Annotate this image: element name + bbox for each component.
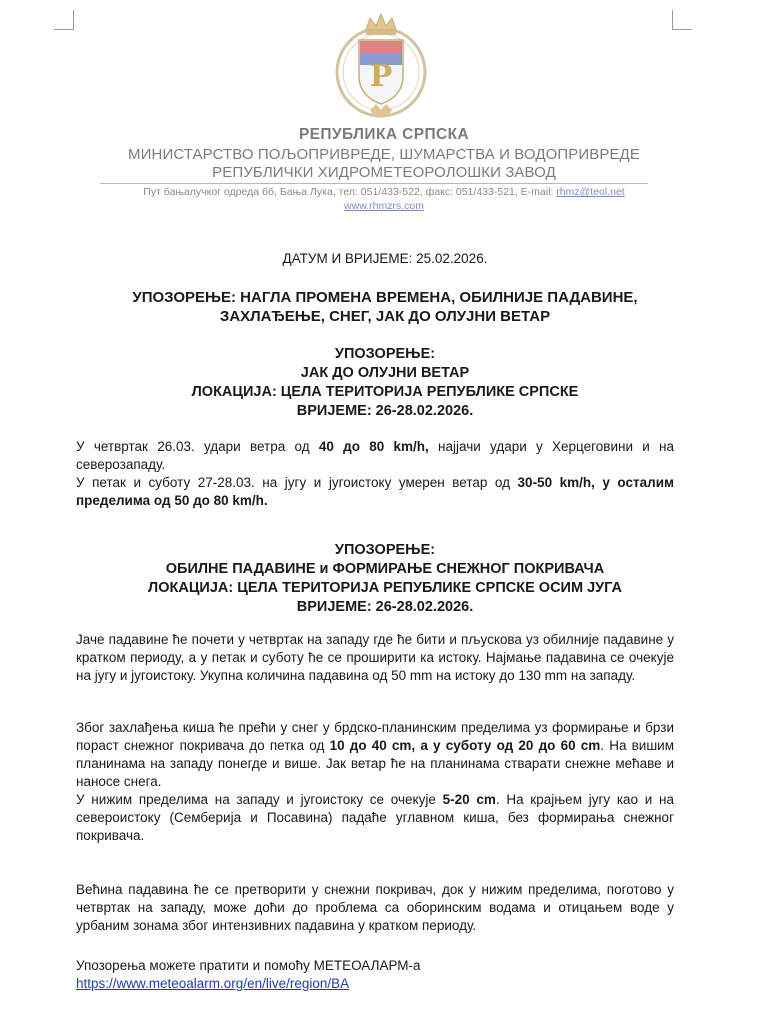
snow-warning-label: УПОЗОРЕЊЕ: (334, 542, 436, 558)
snow-text-part: У нижим пределима на западу и југоистоку се очекује (76, 792, 443, 807)
header-institute: РЕПУБЛИЧКИ ХИДРОМЕТЕОРОЛОШКИ ЗАВОД (212, 164, 556, 181)
date-line: ДАТУМ И ВРИЈЕМЕ: 25.02.2026. (282, 251, 488, 266)
warning-title-line: ЗАХЛАЂЕЊЕ, СНЕГ, ЈАК ДО ОЛУЈНИ ВЕТАР (219, 308, 551, 325)
snow-text-part: . На вишим планинама на западу понегде и више. Јак ветар ће на планинама стварати снежне мећаве и наносе снега. (76, 738, 674, 789)
wind-text-part: У петак и суботу 27-28.03. на југу и југоистоку умерен ветар од (76, 475, 518, 490)
snow-cover-text (76, 719, 674, 845)
footer-text: Упозорења можете пратити и помоћу МЕТЕОАЛАРМ-а (76, 958, 421, 973)
closing-text: Већина падавина ће се претворити у снежни покривач, док у нижим пределима, поготово у четвртак на западу, може доћи до проблема са оборинским водама и отицањем воде у урбаним зонама због интензивних падавина у кратком периоду. (76, 882, 674, 933)
header-divider (100, 183, 648, 184)
snow-warning-time: ВРИЈЕМЕ: 26-28.02.2026. (296, 599, 474, 615)
header-email-link[interactable]: rhmz@teol.net (556, 186, 625, 198)
header-website-link[interactable]: www.rhmzrs.com (344, 200, 424, 212)
page-corner-mark-right (672, 10, 692, 30)
snow-warning-type: ОБИЛНЕ ПАДАВИНЕ и ФОРМИРАЊЕ СНЕЖНОГ ПОКРИВАЧА (165, 561, 605, 577)
wind-warning-label: УПОЗОРЕЊЕ: (334, 346, 436, 362)
precipitation-text: Јаче падавине ће почети у четвртак на западу где ће бити и пљускова уз обилније падавине у кратком периоду, а у петак и суботу ће се проширити ка истоку. Најмање падавина се очекује на југу и југоистоку. Укупна количина падавина од 50 mm на истоку до 130 mm на западу. (76, 632, 674, 683)
wind-warning-heading (70, 345, 700, 421)
wind-warning-type: ЈАК ДО ОЛУЈНИ ВЕТАР (300, 365, 470, 381)
wind-speed-value: 30-50 km/h, у осталим пределима од 50 до 80 km/h. (76, 475, 674, 508)
warning-title-line: УПОЗОРЕЊЕ: НАГЛА ПРОМЕНА ВРЕМЕНА, ОБИЛНИЈЕ ПАДАВИНЕ, (132, 289, 638, 306)
snow-depth-value: 10 до 40 cm, а у суботу од 20 до 60 cm (329, 738, 601, 753)
header-republic: РЕПУБЛИКА СРПСКА (298, 126, 470, 143)
page-corner-mark-left (54, 10, 74, 30)
snow-text-part: Због захлађења киша ће прећи у снег у брдско-планинским пределима уз формирање и брзи пораст снежног покривача до петка од (76, 720, 674, 753)
svg-text:Р: Р (369, 59, 393, 94)
header-ministry: МИНИСТАРСТВО ПОЉОПРИВРЕДЕ, ШУМАРСТВА И ВОДОПРИВРЕДЕ (128, 146, 640, 163)
coat-of-arms-icon (326, 10, 436, 122)
footer (76, 957, 674, 993)
snow-depth-value: 5-20 cm (442, 792, 496, 807)
snow-warning-heading (70, 541, 700, 617)
snow-warning-location: ЛОКАЦИЈА: ЦЕЛА ТЕРИТОРИЈА РЕПУБЛИКЕ СРПСКЕ ОСИМ ЈУГА (148, 580, 622, 596)
wind-warning-location: ЛОКАЦИЈА: ЦЕЛА ТЕРИТОРИЈА РЕПУБЛИКЕ СРПСКЕ (191, 384, 579, 400)
header-address (0, 186, 768, 198)
wind-warning-time: ВРИЈЕМЕ: 26-28.02.2026. (296, 403, 474, 419)
header-address-text: Пут бањалучког одреда бб, Бања Лука, тел: 051/433-522, факс: 051/433-521, E-mail: (143, 186, 554, 198)
meteoalarm-link[interactable]: https://www.meteoalarm.org/en/live/region/BA (76, 976, 350, 991)
wind-text-part: најјачи удари у Херцеговини и на северозападу. (76, 439, 674, 472)
wind-speed-value: 40 до 80 km/h, (318, 439, 429, 454)
snow-text-part: . На крајњем југу као и на североистоку (Семберија и Посавина) падаће углавном киша, без формирања снежног покривача. (76, 792, 674, 843)
wind-warning-text (76, 438, 674, 510)
wind-text-part: У четвртак 26.03. удари ветра од (76, 439, 319, 454)
warning-title (70, 288, 700, 326)
